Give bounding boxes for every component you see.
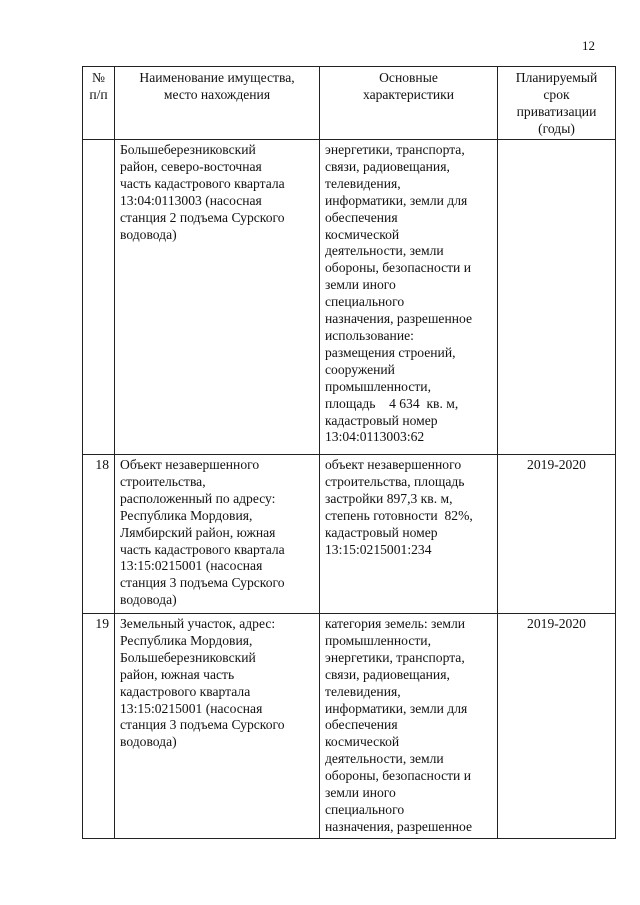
table-row — [83, 140, 616, 455]
page-number: 12 — [582, 38, 595, 53]
row-characteristics-cell — [320, 455, 498, 614]
table-row — [83, 614, 616, 839]
row-characteristics-cell — [320, 614, 498, 839]
privatization-table — [82, 66, 616, 839]
row-name: Объект незавершенного строительства, расположенный по адресу: Республика Мордовия, Лямбирский район, южная часть кадастрового квартала 13:15:0215001 (насосная станция 3 подъема Сурского водовода) — [120, 457, 285, 608]
table-header-row — [83, 67, 616, 140]
row-name-cell — [115, 614, 320, 839]
row-characteristics: категория земель: земли промышленности, энергетики, транспорта, связи, радиовещания, телевидения, информатики, земли для обеспечения космической деятельности, земли обороны, безопасности и земли иного специального назначения, разрешенное — [325, 616, 472, 834]
row-number: 19 — [83, 614, 115, 839]
row-name: Большеберезниковский район, северо-восточная часть кадастрового квартала 13:04:0113003 (насосная станция 2 подъема Сурского водовода) — [120, 142, 285, 242]
row-term: 2019-2020 — [498, 614, 616, 839]
header-characteristics: Основные характеристики — [320, 67, 498, 140]
row-term — [498, 140, 616, 455]
row-number — [83, 140, 115, 455]
row-characteristics: объект незавершенного строительства, площадь застройки 897,3 кв. м, степень готовности 82%, кадастровый номер 13:15:0215001:234 — [325, 457, 473, 557]
row-number: 18 — [83, 455, 115, 614]
row-characteristics-cell — [320, 140, 498, 455]
header-name-location: Наименование имущества, место нахождения — [115, 67, 320, 140]
header-privatization-term: Планируемый срок приватизации (годы) — [498, 67, 616, 140]
row-name: Земельный участок, адрес: Республика Мордовия, Большеберезниковский район, южная часть кадастрового квартала 13:15:0215001 (насосная станция 3 подъема Сурского водовода) — [120, 616, 285, 750]
row-term: 2019-2020 — [498, 455, 616, 614]
row-name-cell — [115, 455, 320, 614]
header-number: № п/п — [83, 67, 115, 140]
row-name-cell — [115, 140, 320, 455]
row-characteristics: энергетики, транспорта, связи, радиовещания, телевидения, информатики, земли для обеспечения космической деятельности, земли обороны, безопасности и земли иного специального назначения, разрешенное использование: размещения строений, сооружений промышленности, площадь 4 634 кв. м, кадастровый номер 13:04:0113003:62 — [325, 142, 472, 445]
table-row — [83, 455, 616, 614]
